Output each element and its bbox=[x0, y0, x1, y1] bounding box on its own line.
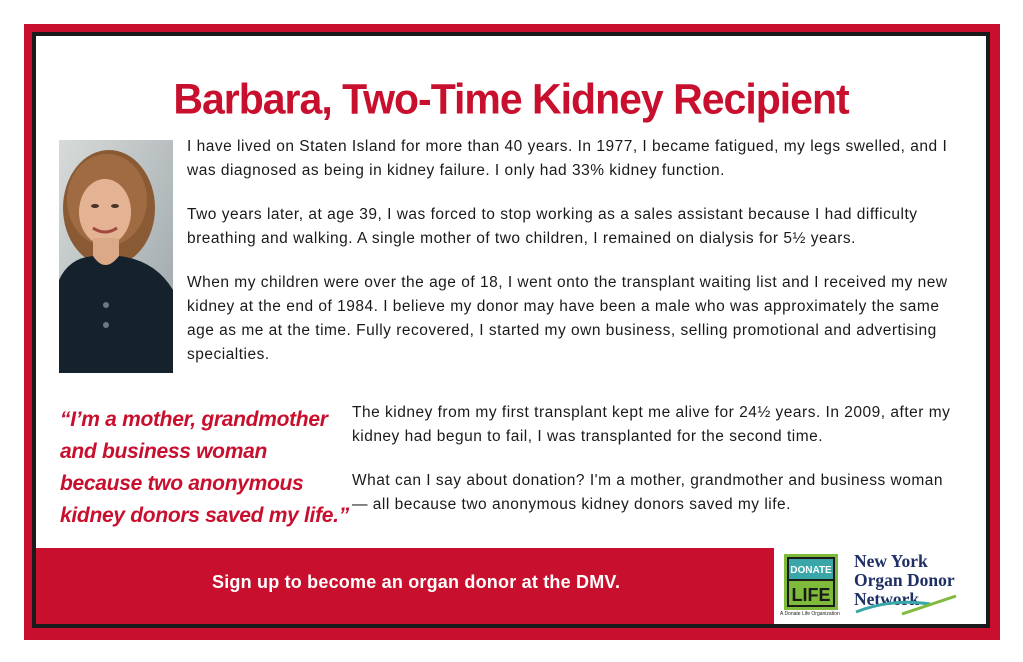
portrait-photo bbox=[59, 140, 173, 373]
story-paragraph: The kidney from my first transplant kept me alive for 24½ years. In 2009, after my kidney had begun to fail, I was transplanted for the second time. bbox=[352, 404, 951, 445]
poster-frame bbox=[24, 24, 1000, 640]
logo-area bbox=[774, 548, 986, 624]
story-paragraph: I have lived on Staten Island for more than 40 years. In 1977, I became fatigued, my legs swelled, and I was diagnosed as being in kidney failure. I only had 33% kidney function. bbox=[187, 138, 948, 179]
cta-text: Sign up to become an organ donor at the DMV. bbox=[212, 572, 621, 592]
pull-quote: “I’m a mother, grandmother and business woman because two anonymous kidney donors saved my life.” bbox=[60, 408, 349, 527]
story-paragraph: Two years later, at age 39, I was forced to stop working as a sales assistant because I had difficulty breathing and walking. A single mother of two children, I remained on dialysis for 5½ years. bbox=[187, 206, 918, 247]
donate-life-caption: A Donate Life Organization bbox=[780, 611, 840, 617]
portrait-image bbox=[59, 140, 173, 373]
cta-banner bbox=[36, 548, 986, 624]
story-lower bbox=[352, 401, 962, 537]
donate-life-line1: DONATE bbox=[790, 565, 832, 576]
story-paragraph: When my children were over the age of 18, I went onto the transplant waiting list and I received my new kidney at the end of 1984. I believe my donor may have been a male who was approximately the same age as me at the time. Fully recovered, I started my own business, selling promotional and advertising specialties. bbox=[187, 274, 948, 363]
page-title: Barbara, Two-Time Kidney Recipient bbox=[173, 74, 849, 124]
story-upper bbox=[187, 135, 967, 387]
donate-life-line2: LIFE bbox=[791, 585, 831, 605]
swoosh-icon bbox=[852, 589, 962, 618]
story-paragraph: What can I say about donation? I'm a mother, grandmother and business woman — all because two anonymous kidney donors saved my life. bbox=[352, 472, 944, 513]
org-name-line: Organ Donor bbox=[854, 570, 955, 590]
poster bbox=[32, 32, 990, 628]
org-name-line: New York bbox=[854, 551, 928, 571]
org-name-line: Network bbox=[854, 589, 920, 609]
donate-life-logo bbox=[784, 554, 838, 610]
